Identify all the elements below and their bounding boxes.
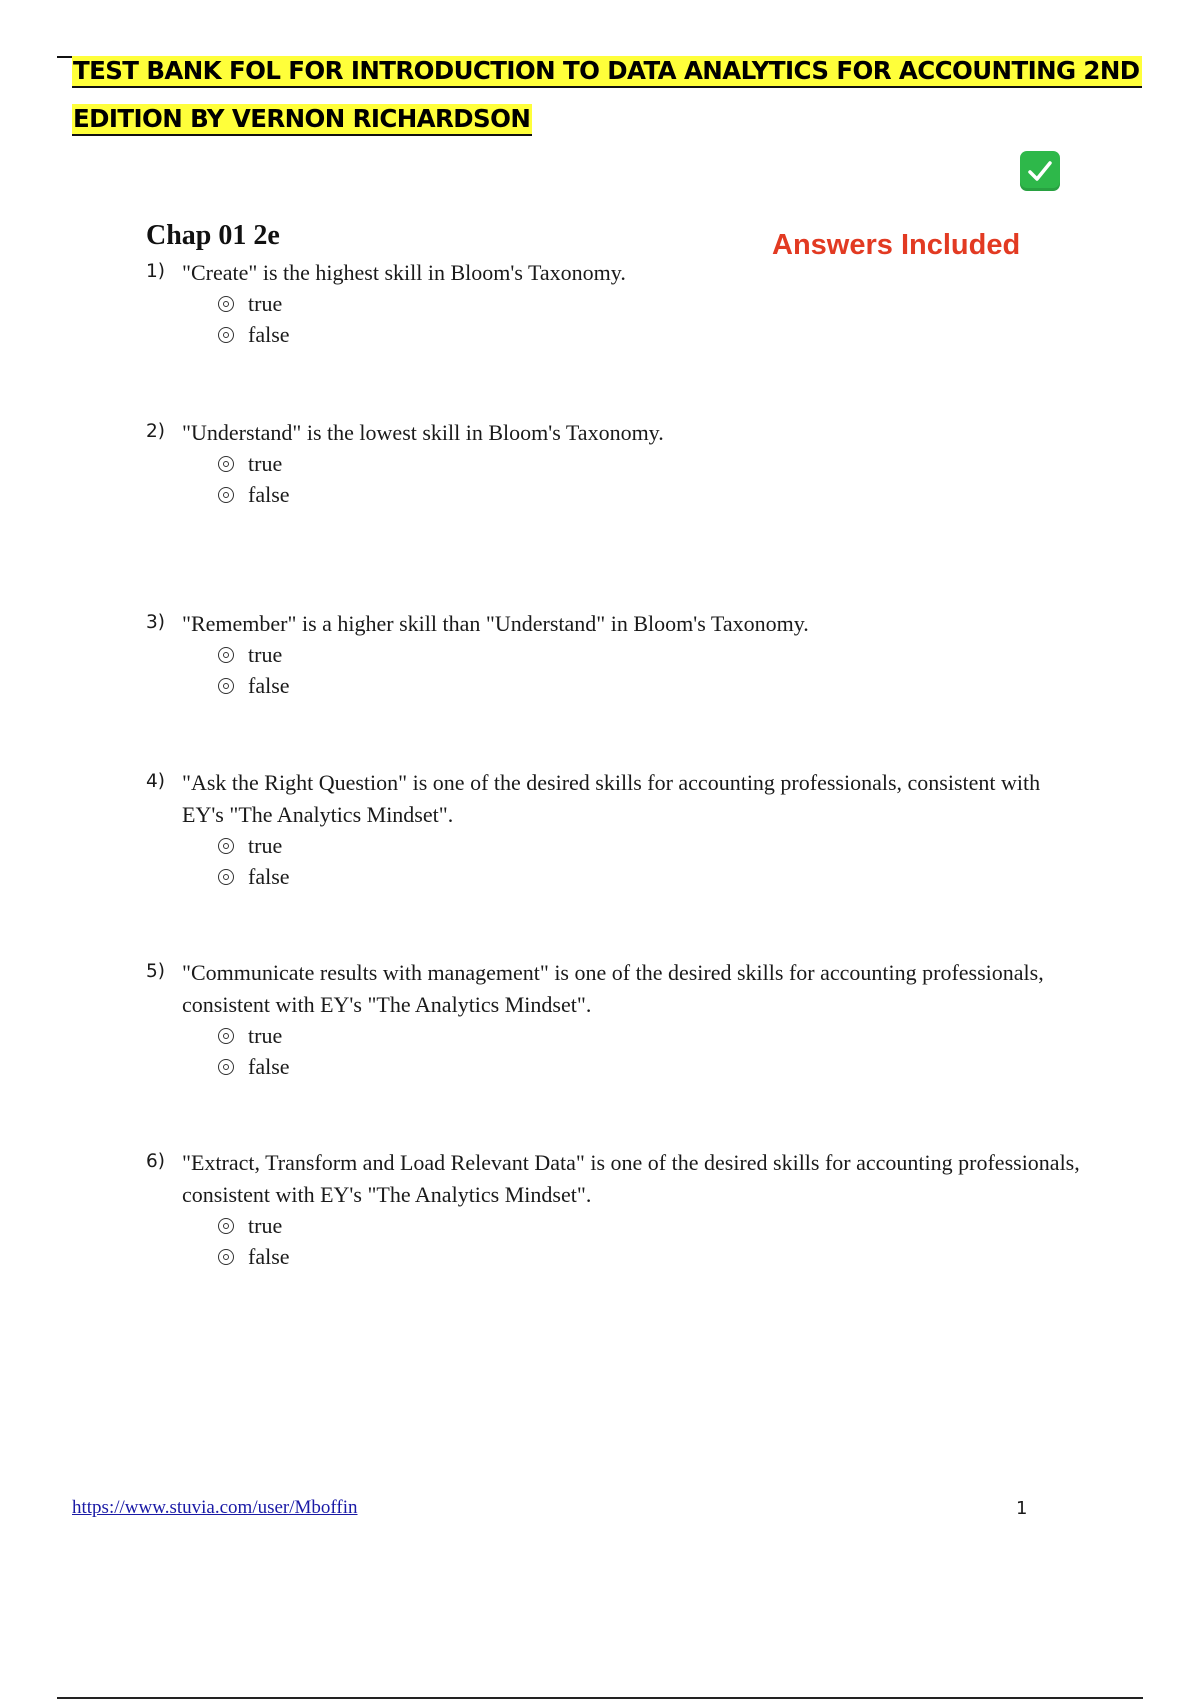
question-number: 1) (146, 261, 165, 282)
option-true[interactable] (218, 830, 1086, 861)
answer-options (218, 639, 1086, 701)
question-number: 6) (146, 1151, 165, 1172)
answer-options (218, 830, 1086, 892)
option-label: false (248, 1053, 290, 1079)
radio-button-icon[interactable] (218, 1249, 234, 1265)
option-label: true (248, 290, 283, 316)
radio-button-icon[interactable] (218, 838, 234, 854)
document-title-line-2: EDITION BY VERNON RICHARDSON (72, 104, 532, 136)
option-false[interactable] (218, 1051, 1086, 1082)
question-number: 5) (146, 961, 165, 982)
question-number: 2) (146, 421, 165, 442)
page-number: 1 (1016, 1498, 1028, 1519)
option-true[interactable] (218, 1020, 1086, 1051)
answer-options (218, 1020, 1086, 1082)
question-2 (146, 417, 1086, 510)
footer-source-link[interactable]: https://www.stuvia.com/user/Mboffin (72, 1497, 358, 1518)
question-6 (146, 1147, 1086, 1272)
radio-button-icon[interactable] (218, 296, 234, 312)
page-bottom-rule (57, 1697, 1143, 1699)
radio-button-icon[interactable] (218, 327, 234, 343)
radio-button-icon[interactable] (218, 869, 234, 885)
question-4 (146, 767, 1086, 892)
question-1 (146, 257, 1086, 350)
option-label: true (248, 641, 283, 667)
document-title-line-1: TEST BANK FOL FOR INTRODUCTION TO DATA ANALYTICS FOR ACCOUNTING 2ND (72, 56, 1142, 88)
option-label: false (248, 321, 290, 347)
question-text: "Extract, Transform and Load Relevant Data" is one of the desired skills for accounting professionals, consistent with EY's "The Analytics Mindset". (182, 1150, 1080, 1207)
question-text: "Remember" is a higher skill than "Understand" in Bloom's Taxonomy. (182, 611, 809, 636)
radio-button-icon[interactable] (218, 678, 234, 694)
radio-button-icon[interactable] (218, 456, 234, 472)
question-text: "Create" is the highest skill in Bloom's Taxonomy. (182, 260, 626, 285)
option-false[interactable] (218, 479, 1086, 510)
option-label: true (248, 450, 283, 476)
option-label: false (248, 672, 290, 698)
option-false[interactable] (218, 319, 1086, 350)
option-label: true (248, 1212, 283, 1238)
option-true[interactable] (218, 448, 1086, 479)
question-text: "Communicate results with management" is one of the desired skills for accounting professionals, consistent with EY's "The Analytics Mindset". (182, 960, 1044, 1017)
option-false[interactable] (218, 1241, 1086, 1272)
question-number: 4) (146, 771, 165, 792)
radio-button-icon[interactable] (218, 1218, 234, 1234)
option-label: true (248, 1022, 283, 1048)
radio-button-icon[interactable] (218, 647, 234, 663)
chapter-title: Chap 01 2e (146, 220, 280, 251)
option-true[interactable] (218, 639, 1086, 670)
question-5 (146, 957, 1086, 1082)
question-text: "Ask the Right Question" is one of the desired skills for accounting professionals, consistent with EY's "The Analytics Mindset". (182, 770, 1041, 827)
option-false[interactable] (218, 861, 1086, 892)
option-label: false (248, 863, 290, 889)
radio-button-icon[interactable] (218, 1059, 234, 1075)
answer-options (218, 288, 1086, 350)
header-rule-tick (57, 56, 73, 58)
question-number: 3) (146, 612, 165, 633)
radio-button-icon[interactable] (218, 1028, 234, 1044)
question-3 (146, 608, 1086, 701)
option-label: true (248, 832, 283, 858)
answer-options (218, 1210, 1086, 1272)
radio-button-icon[interactable] (218, 487, 234, 503)
answer-options (218, 448, 1086, 510)
answers-included-label: Answers Included (772, 229, 1021, 261)
question-text: "Understand" is the lowest skill in Bloom's Taxonomy. (182, 420, 664, 445)
option-label: false (248, 481, 290, 507)
option-false[interactable] (218, 670, 1086, 701)
option-true[interactable] (218, 1210, 1086, 1241)
check-mark-icon (1020, 151, 1060, 191)
option-label: false (248, 1243, 290, 1269)
option-true[interactable] (218, 288, 1086, 319)
